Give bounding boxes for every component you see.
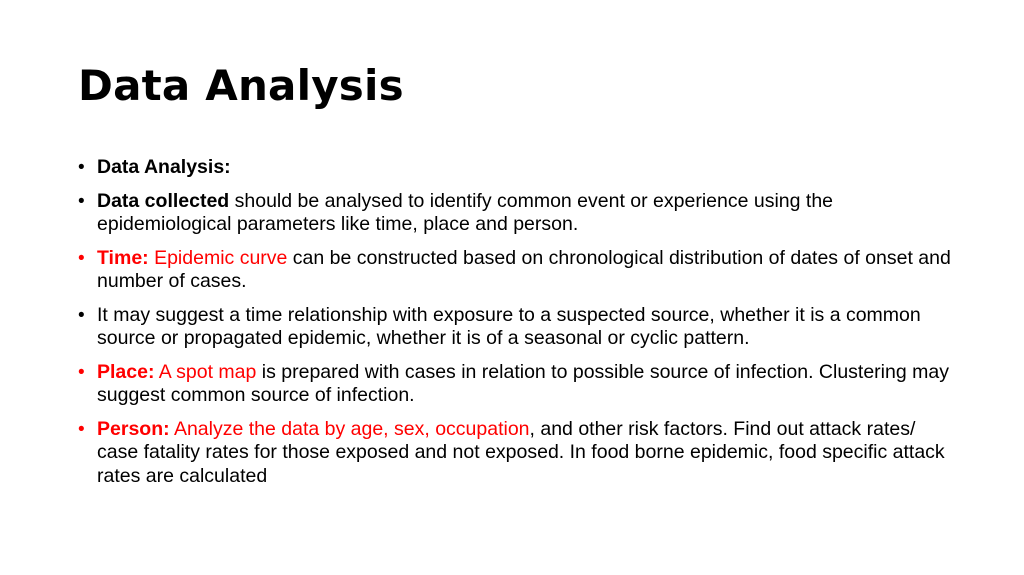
bullet-place bbox=[78, 361, 958, 408]
bullet-label: Person: bbox=[97, 417, 170, 440]
slide-title: Data Analysis bbox=[78, 61, 404, 110]
bullet-dot: • bbox=[78, 304, 85, 326]
bullet-text: , and other risk factors. Find out attack rates/ case fatality rates for those exposed and not exposed. In food borne epidemic, food specific attack rates are calculated bbox=[97, 417, 945, 487]
bullet-dot: • bbox=[78, 247, 85, 269]
bullet-dot: • bbox=[78, 418, 85, 440]
bullet-highlight: A spot map bbox=[154, 360, 257, 383]
bullet-dot: • bbox=[78, 157, 85, 178]
bullet-list bbox=[78, 156, 958, 498]
bullet-text: can be constructed based on chronological distribution of dates of onset and number of cases. bbox=[97, 246, 951, 292]
bullet-bold-text: Data collected bbox=[97, 189, 230, 212]
bullet-highlight: Analyze the data by age, sex, occupation bbox=[169, 417, 530, 440]
bullet-text: is prepared with cases in relation to possible source of infection. Clustering may suggest common source of infection. bbox=[97, 360, 949, 406]
bullet-time-relationship bbox=[78, 304, 958, 351]
bullet-label: Place: bbox=[97, 360, 155, 383]
bullet-highlight: Epidemic curve bbox=[148, 246, 288, 269]
bullet-data-analysis bbox=[78, 156, 958, 180]
bullet-time bbox=[78, 247, 958, 294]
bullet-dot: • bbox=[78, 361, 85, 383]
bullet-person bbox=[78, 418, 958, 489]
bullet-bold-text: Data Analysis: bbox=[97, 156, 231, 178]
bullet-text: It may suggest a time relationship with exposure to a suspected source, whether it is a common source or propagated epidemic, whether it is of a seasonal or cyclic pattern. bbox=[97, 303, 921, 349]
bullet-label: Time: bbox=[97, 246, 149, 269]
bullet-text: should be analysed to identify common event or experience using the epidemiological parameters like time, place and person. bbox=[97, 189, 834, 235]
bullet-dot: • bbox=[78, 190, 85, 212]
bullet-data-collected bbox=[78, 190, 958, 237]
